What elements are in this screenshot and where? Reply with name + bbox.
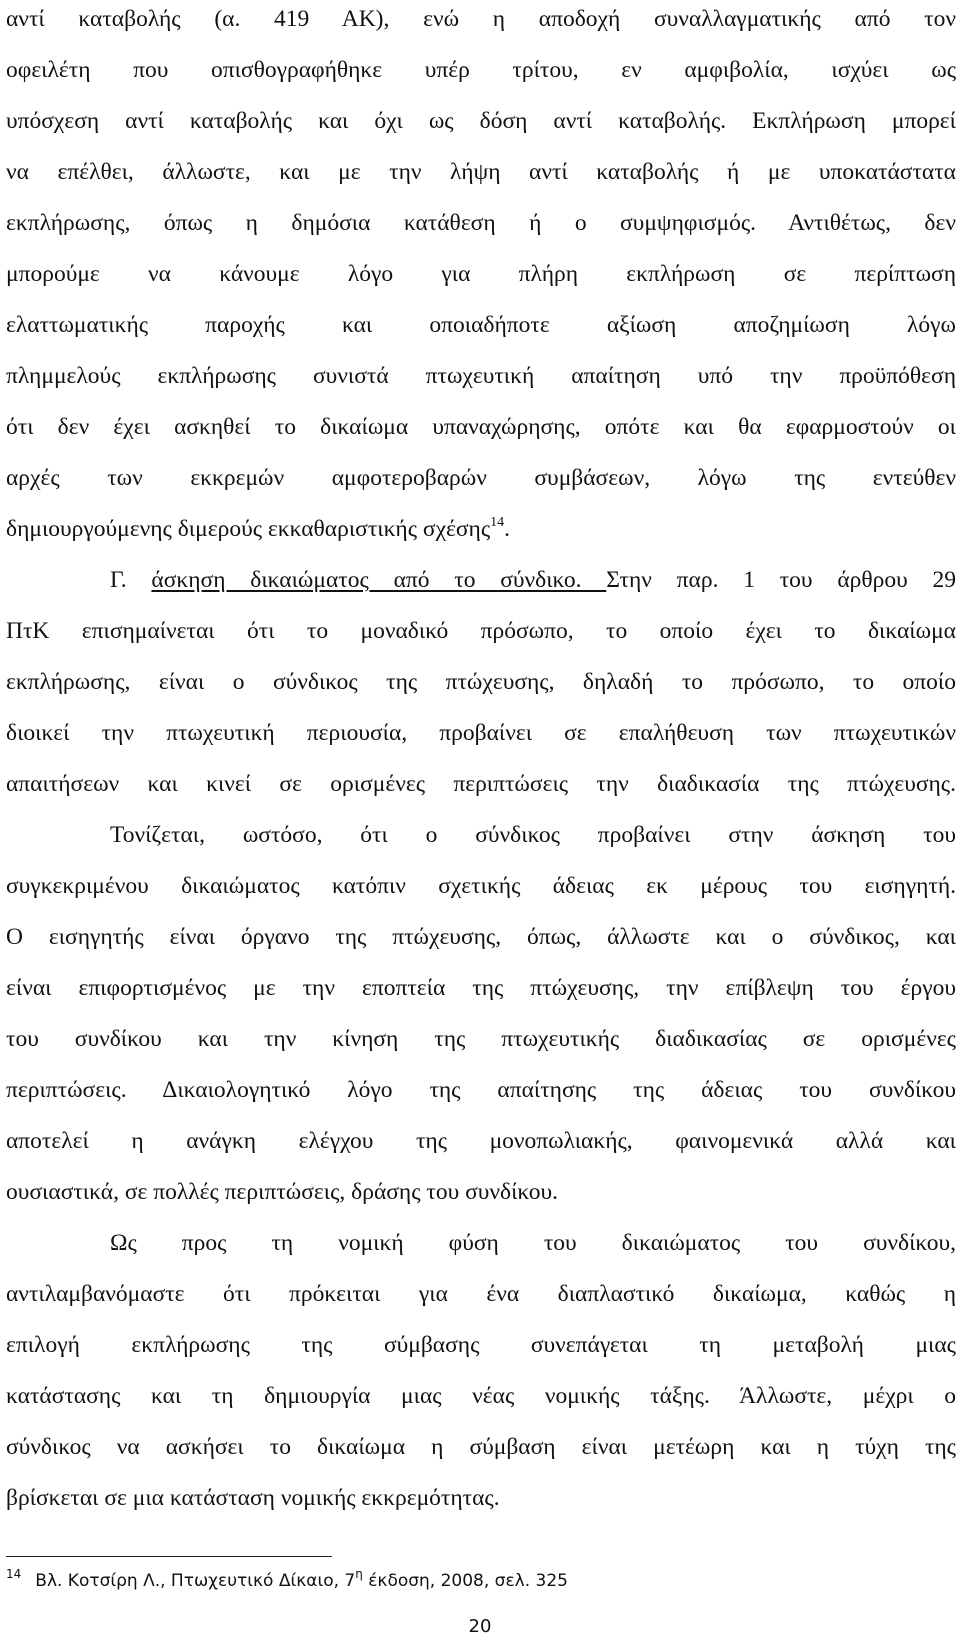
body-line: αποτελεί η ανάγκη ελέγχου της μονοπωλιακής, φαινομενικά αλλά και — [6, 1128, 956, 1154]
body-line: ΠτΚ επισημαίνεται ότι το μοναδικό πρόσωπο, το οποίο έχει το δικαίωμα — [6, 618, 956, 644]
body-line: του συνδίκου και την κίνηση της πτωχευτικής διαδικασίας σε ορισμένες — [6, 1026, 956, 1052]
body-line: είναι επιφορτισμένος με την εποπτεία της πτώχευσης, την επίβλεψη του έργου — [6, 975, 956, 1001]
section-heading: άσκηση δικαιώματος από το σύνδικο. — [151, 567, 607, 593]
body-line: Ο εισηγητής είναι όργανο της πτώχευσης, όπως, άλλωστε και ο σύνδικος, και — [6, 924, 956, 950]
body-line: οφειλέτη που οπισθογραφήθηκε υπέρ τρίτου, εν αμφιβολία, ισχύει ως — [6, 57, 956, 83]
body-line: εκπλήρωσης, είναι ο σύνδικος της πτώχευσης, δηλαδή το πρόσωπο, το οποίο — [6, 669, 956, 695]
body-line: ελαττωματικής παροχής και οποιαδήποτε αξίωση αποζημίωση λόγω — [6, 312, 956, 338]
body-text: . — [504, 516, 511, 542]
body-line: πλημμελούς εκπλήρωσης συνιστά πτωχευτική απαίτηση υπό την προϋπόθεση — [6, 363, 956, 389]
body-line: ότι δεν έχει ασκηθεί το δικαίωμα υπαναχώρησης, οπότε και θα εφαρμοστούν οι — [6, 414, 956, 440]
body-line: μπορούμε να κάνουμε λόγο για πλήρη εκπλήρωση σε περίπτωση — [6, 261, 956, 287]
footnote — [6, 1567, 568, 1593]
footnote-separator — [6, 1556, 332, 1557]
body-line: εκπλήρωσης, όπως η δημόσια κατάθεση ή ο συμψηφισμός. Αντιθέτως, δεν — [6, 210, 956, 236]
footnote-text: Βλ. Κοτσίρη Λ., Πτωχευτικό Δίκαιο, 7 — [35, 1571, 356, 1591]
footnote-superscript: η — [355, 1567, 363, 1581]
section-heading-line — [110, 565, 956, 595]
body-line: απαιτήσεων και κινεί σε ορισμένες περιπτώσεις την διαδικασία της πτώχευσης. — [6, 771, 956, 797]
body-text: δημιουργούμενης διμερούς εκκαθαριστικής σχέσης — [6, 516, 491, 542]
page-number: 20 — [468, 1616, 492, 1637]
body-line: αντί καταβολής (α. 419 ΑΚ), ενώ η αποδοχή συναλλαγματικής από τον — [6, 6, 956, 32]
body-line: υπόσχεση αντί καταβολής και όχι ως δόση αντί καταβολής. Εκπλήρωση μπορεί — [6, 108, 956, 134]
body-line: βρίσκεται σε μια κατάσταση νομικής εκκρεμότητας. — [6, 1485, 500, 1511]
body-line: να επέλθει, άλλωστε, και με την λήψη αντί καταβολής ή με υποκατάστατα — [6, 159, 956, 185]
body-line: κατάστασης και τη δημιουργία μιας νέας νομικής τάξης. Άλλωστε, μέχρι ο — [6, 1383, 956, 1409]
body-line: ουσιαστικά, σε πολλές περιπτώσεις, δράσης του συνδίκου. — [6, 1179, 559, 1205]
footnote-text-end: έκδοση, 2008, σελ. 325 — [362, 1571, 568, 1591]
body-line: διοικεί την πτωχευτική περιουσία, προβαίνει σε επαλήθευση των πτωχευτικών — [6, 720, 956, 746]
body-line — [6, 514, 956, 548]
body-line: επιλογή εκπλήρωσης της σύμβασης συνεπάγεται τη μεταβολή μιας — [6, 1332, 956, 1358]
footnote-number: 14 — [6, 1567, 22, 1581]
heading-rest: Στην παρ. 1 του άρθρου 29 — [606, 567, 957, 593]
body-line: αντιλαμβανόμαστε ότι πρόκειται για ένα διαπλαστικό δικαίωμα, καθώς η — [6, 1281, 956, 1307]
body-line: Ως προς τη νομική φύση του δικαιώματος του συνδίκου, — [110, 1230, 956, 1256]
body-line: συγκεκριμένου δικαιώματος κατόπιν σχετικής άδειας εκ μέρους του εισηγητή. — [6, 873, 956, 899]
body-line: αρχές των εκκρεμών αμφοτεροβαρών συμβάσεων, λόγω της εντεύθεν — [6, 465, 956, 491]
body-line: Τονίζεται, ωστόσο, ότι ο σύνδικος προβαίνει στην άσκηση του — [110, 822, 956, 848]
heading-prefix: Γ. — [110, 567, 152, 593]
footnote-reference[interactable]: 14 — [490, 515, 505, 530]
body-line: σύνδικος να ασκήσει το δικαίωμα η σύμβαση είναι μετέωρη και η τύχη της — [6, 1434, 956, 1460]
body-line: περιπτώσεις. Δικαιολογητικό λόγο της απαίτησης της άδειας του συνδίκου — [6, 1077, 956, 1103]
